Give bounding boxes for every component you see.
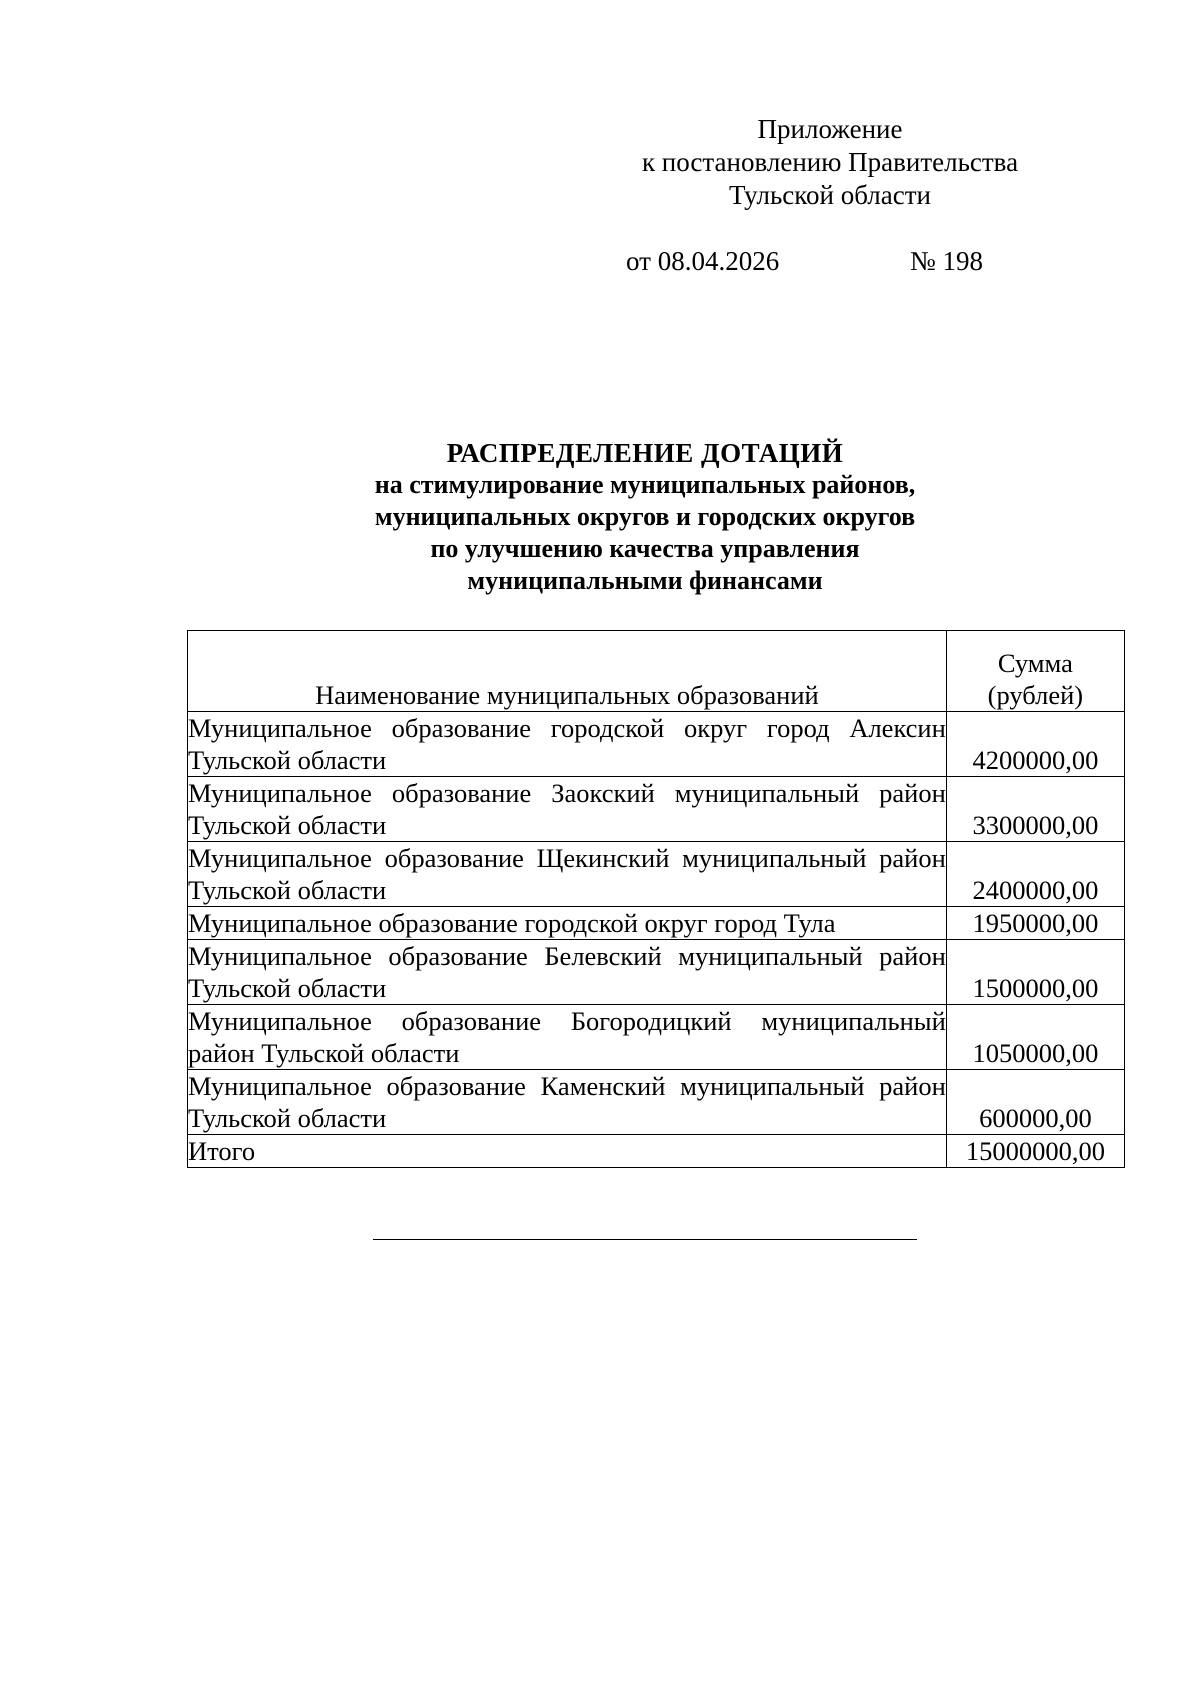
subsidy-amount: 600000,00 xyxy=(946,1070,1124,1135)
table-row xyxy=(188,940,1125,1005)
subsidy-amount: 1050000,00 xyxy=(946,1005,1124,1070)
title-main: РАСПРЕДЕЛЕНИЕ ДОТАЦИЙ xyxy=(446,438,844,468)
municipality-name: Муниципальное образование городской округ город Алексин Тульской области xyxy=(188,713,946,775)
table-row xyxy=(188,907,1125,940)
subsidy-amount: 3300000,00 xyxy=(946,777,1124,842)
header-sum-label: Сумма xyxy=(997,648,1073,678)
subsidy-amount: 1950000,00 xyxy=(946,907,1124,940)
total-label: Итого xyxy=(188,1135,947,1168)
annex-reference: к постановлению Правительства xyxy=(641,147,1019,177)
resolution-number: № 198 xyxy=(910,246,984,276)
municipality-name: Муниципальное образование городской округ город Тула xyxy=(188,907,947,940)
closing-rule xyxy=(373,1239,917,1240)
municipality-name: Муниципальное образование Белевский муниципальный район Тульской области xyxy=(188,941,946,1003)
annex-label: Приложение xyxy=(757,114,903,144)
document-title xyxy=(150,437,1140,597)
subsidy-amount: 4200000,00 xyxy=(946,712,1124,777)
header-name-cell: Наименование муниципальных образований xyxy=(188,631,947,712)
subsidy-amount: 2400000,00 xyxy=(946,842,1124,907)
table-total-row xyxy=(188,1135,1125,1168)
municipality-name: Муниципальное образование Богородицкий муниципальный район Тульской области xyxy=(188,1006,946,1068)
annex-region: Тульской области xyxy=(729,180,931,210)
title-line-2: муниципальных округов и городских округов xyxy=(374,502,916,531)
total-amount: 15000000,00 xyxy=(946,1135,1124,1168)
municipality-name: Муниципальное образование Каменский муниципальный район Тульской области xyxy=(188,1071,946,1133)
table-row xyxy=(188,1005,1125,1070)
header-sum-unit: (рублей) xyxy=(987,680,1084,710)
table-header-row xyxy=(188,631,1125,712)
title-line-3: по улучшению качества управления xyxy=(430,534,860,563)
distribution-table xyxy=(187,630,1125,1168)
subsidy-amount: 1500000,00 xyxy=(946,940,1124,1005)
municipality-name: Муниципальное образование Заокский муниципальный район Тульской области xyxy=(188,778,946,840)
municipality-name: Муниципальное образование Щекинский муниципальный район Тульской области xyxy=(188,843,946,905)
resolution-date: от 08.04.2026 xyxy=(626,246,780,276)
annex-header xyxy=(600,113,1060,212)
table-row xyxy=(188,1070,1125,1135)
title-line-4: муниципальными финансами xyxy=(467,566,823,595)
table-row xyxy=(188,842,1125,907)
title-line-1: на стимулирование муниципальных районов, xyxy=(374,470,916,499)
header-sum-cell xyxy=(946,631,1124,712)
table-row xyxy=(188,777,1125,842)
table-row xyxy=(188,712,1125,777)
